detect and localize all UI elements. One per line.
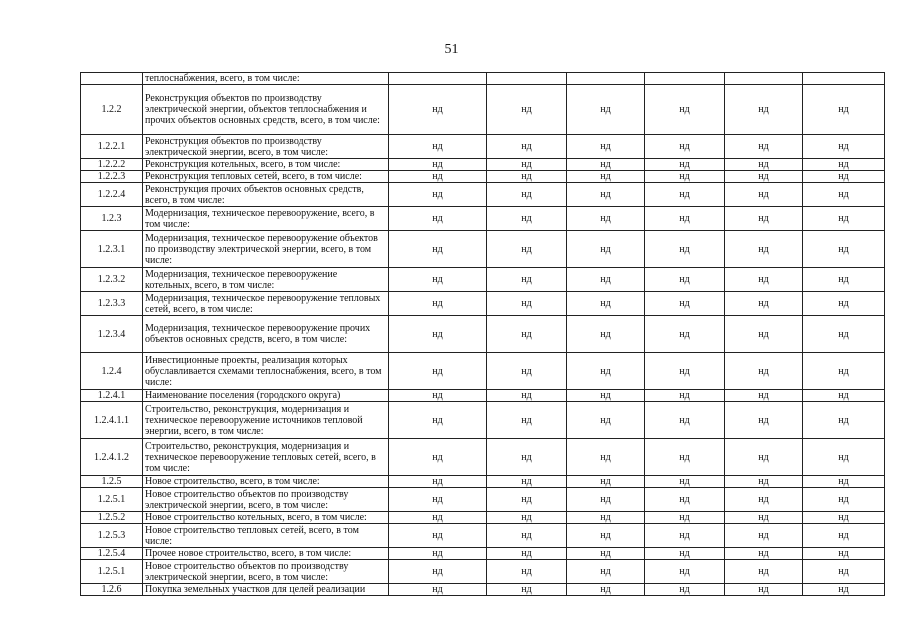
row-value: нд [725, 488, 803, 512]
row-value: нд [567, 171, 645, 183]
row-value: нд [487, 584, 567, 596]
row-description: Модернизация, техническое перевооружение прочих объектов основных средств, всего, в том числе: [143, 316, 389, 353]
row-value: нд [487, 476, 567, 488]
row-value: нд [803, 231, 885, 268]
row-value: нд [803, 207, 885, 231]
row-value: нд [389, 231, 487, 268]
table-row [81, 183, 885, 207]
row-value: нд [645, 135, 725, 159]
row-value: нд [487, 159, 567, 171]
row-value: нд [803, 584, 885, 596]
row-value: нд [567, 316, 645, 353]
row-code: 1.2.4.1.2 [81, 439, 143, 476]
row-value: нд [567, 268, 645, 292]
row-description: Модернизация, техническое перевооружение объектов по производству электрической энергии, всего, в том числе: [143, 231, 389, 268]
row-value: нд [487, 439, 567, 476]
row-value: нд [567, 207, 645, 231]
row-value: нд [567, 548, 645, 560]
row-description: Наименование поселения (городского округа) [143, 390, 389, 402]
row-code: 1.2.3.1 [81, 231, 143, 268]
row-value: нд [725, 316, 803, 353]
row-value: нд [803, 402, 885, 439]
table-row [81, 560, 885, 584]
table-row [81, 402, 885, 439]
row-value: нд [389, 488, 487, 512]
row-value: нд [725, 135, 803, 159]
row-value: нд [645, 548, 725, 560]
row-value: нд [725, 85, 803, 135]
row-value: нд [645, 268, 725, 292]
row-value: нд [645, 402, 725, 439]
row-description: Модернизация, техническое перевооружение, всего, в том числе: [143, 207, 389, 231]
row-value: нд [567, 476, 645, 488]
row-value: нд [803, 353, 885, 390]
row-value: нд [487, 207, 567, 231]
row-value: нд [487, 171, 567, 183]
row-value: нд [567, 439, 645, 476]
row-value: нд [803, 390, 885, 402]
row-description: Новое строительство объектов по производству электрической энергии, всего, в том числе: [143, 488, 389, 512]
row-value: нд [725, 159, 803, 171]
row-value: нд [487, 268, 567, 292]
row-description: Реконструкция прочих объектов основных средств, всего, в том числе: [143, 183, 389, 207]
row-description: Новое строительство котельных, всего, в том числе: [143, 512, 389, 524]
row-value: нд [725, 476, 803, 488]
row-value: нд [803, 159, 885, 171]
row-value: нд [389, 584, 487, 596]
row-value: нд [725, 548, 803, 560]
row-value: нд [725, 584, 803, 596]
row-value: нд [645, 524, 725, 548]
row-value: нд [725, 439, 803, 476]
investment-program-table [80, 72, 885, 596]
row-code: 1.2.2.3 [81, 171, 143, 183]
row-value: нд [567, 488, 645, 512]
row-value: нд [487, 183, 567, 207]
row-code: 1.2.5.2 [81, 512, 143, 524]
row-description: Строительство, реконструкция, модернизация и техническое перевооружение источников тепловой энергии, всего, в том числе: [143, 402, 389, 439]
row-value: нд [725, 560, 803, 584]
row-value: нд [645, 439, 725, 476]
row-value: нд [725, 512, 803, 524]
row-value: нд [645, 207, 725, 231]
row-value: нд [487, 488, 567, 512]
row-value: нд [803, 439, 885, 476]
row-value: нд [567, 159, 645, 171]
row-value: нд [803, 171, 885, 183]
row-description: Реконструкция тепловых сетей, всего, в том числе: [143, 171, 389, 183]
row-value: нд [567, 135, 645, 159]
row-code: 1.2.2.2 [81, 159, 143, 171]
table-row [81, 135, 885, 159]
row-value: нд [567, 524, 645, 548]
table-row [81, 390, 885, 402]
row-value: нд [803, 316, 885, 353]
row-value [567, 73, 645, 85]
row-value: нд [389, 207, 487, 231]
row-description: Строительство, реконструкция, модернизация и техническое перевооружение тепловых сетей, всего, в том числе: [143, 439, 389, 476]
row-value: нд [803, 548, 885, 560]
row-value: нд [567, 402, 645, 439]
row-value: нд [645, 292, 725, 316]
row-value: нд [803, 135, 885, 159]
row-value: нд [725, 353, 803, 390]
row-value: нд [487, 512, 567, 524]
page-number: 51 [444, 42, 459, 57]
table-row [81, 73, 885, 85]
row-value: нд [567, 183, 645, 207]
row-value: нд [725, 207, 803, 231]
row-description: Инвестиционные проекты, реализация которых обуславливается схемами теплоснабжения, всего, в том числе: [143, 353, 389, 390]
row-value: нд [725, 292, 803, 316]
row-value: нд [487, 135, 567, 159]
row-value: нд [487, 548, 567, 560]
row-value: нд [389, 268, 487, 292]
row-value: нд [389, 353, 487, 390]
row-value: нд [389, 512, 487, 524]
row-value: нд [645, 512, 725, 524]
row-value [803, 73, 885, 85]
row-value: нд [803, 524, 885, 548]
row-value: нд [487, 390, 567, 402]
row-value: нд [567, 512, 645, 524]
row-value: нд [567, 584, 645, 596]
row-code: 1.2.5.4 [81, 548, 143, 560]
row-value: нд [487, 85, 567, 135]
row-value: нд [567, 390, 645, 402]
row-description: Новое строительство, всего, в том числе: [143, 476, 389, 488]
row-value: нд [389, 171, 487, 183]
table-row [81, 292, 885, 316]
row-description: теплоснабжения, всего, в том числе: [143, 73, 389, 85]
row-value: нд [487, 353, 567, 390]
row-value: нд [487, 560, 567, 584]
row-value: нд [645, 231, 725, 268]
row-value: нд [487, 402, 567, 439]
table-row [81, 524, 885, 548]
row-value: нд [803, 488, 885, 512]
row-value: нд [725, 268, 803, 292]
row-value [645, 73, 725, 85]
row-description: Модернизация, техническое перевооружение тепловых сетей, всего, в том числе: [143, 292, 389, 316]
row-code: 1.2.5.3 [81, 524, 143, 548]
row-code: 1.2.3.3 [81, 292, 143, 316]
table-row [81, 548, 885, 560]
row-description: Покупка земельных участков для целей реализации [143, 584, 389, 596]
row-code: 1.2.4.1.1 [81, 402, 143, 439]
row-value: нд [725, 231, 803, 268]
row-value: нд [567, 353, 645, 390]
row-value: нд [645, 560, 725, 584]
table-row [81, 476, 885, 488]
table-row [81, 316, 885, 353]
row-description: Реконструкция объектов по производству электрической энергии, объектов теплоснабжения и прочих объектов основных средств, всего, в том числе: [143, 85, 389, 135]
row-value: нд [645, 584, 725, 596]
row-value: нд [645, 85, 725, 135]
row-code: 1.2.6 [81, 584, 143, 596]
row-value: нд [645, 476, 725, 488]
row-value: нд [725, 171, 803, 183]
row-value [389, 73, 487, 85]
row-code: 1.2.3.4 [81, 316, 143, 353]
row-value: нд [645, 171, 725, 183]
table-row [81, 171, 885, 183]
row-value: нд [389, 159, 487, 171]
table-row [81, 584, 885, 596]
row-value: нд [389, 135, 487, 159]
row-value: нд [389, 560, 487, 584]
row-value: нд [389, 476, 487, 488]
table-row [81, 85, 885, 135]
row-description: Реконструкция котельных, всего, в том числе: [143, 159, 389, 171]
row-code: 1.2.3 [81, 207, 143, 231]
row-value: нд [645, 316, 725, 353]
row-value: нд [645, 353, 725, 390]
row-value: нд [803, 476, 885, 488]
table-row [81, 512, 885, 524]
row-value: нд [389, 316, 487, 353]
row-value: нд [803, 268, 885, 292]
row-description: Модернизация, техническое перевооружение котельных, всего, в том числе: [143, 268, 389, 292]
table-row [81, 268, 885, 292]
table-row [81, 439, 885, 476]
table-body [81, 73, 885, 596]
row-value: нд [487, 524, 567, 548]
row-value: нд [645, 488, 725, 512]
row-value: нд [389, 524, 487, 548]
row-value: нд [725, 390, 803, 402]
row-code: 1.2.2.1 [81, 135, 143, 159]
row-code: 1.2.5.1 [81, 560, 143, 584]
row-value: нд [389, 439, 487, 476]
row-description: Прочее новое строительство, всего, в том числе: [143, 548, 389, 560]
row-code: 1.2.2 [81, 85, 143, 135]
row-value: нд [803, 85, 885, 135]
table-row [81, 159, 885, 171]
row-value: нд [567, 560, 645, 584]
row-code: 1.2.3.2 [81, 268, 143, 292]
row-value: нд [487, 316, 567, 353]
row-value: нд [803, 183, 885, 207]
row-value: нд [803, 560, 885, 584]
row-description: Реконструкция объектов по производству электрической энергии, всего, в том числе: [143, 135, 389, 159]
row-code [81, 73, 143, 85]
row-value [487, 73, 567, 85]
row-value: нд [567, 292, 645, 316]
row-code: 1.2.4.1 [81, 390, 143, 402]
row-description: Новое строительство объектов по производству электрической энергии, всего, в том числе: [143, 560, 389, 584]
row-value: нд [567, 231, 645, 268]
row-value [725, 73, 803, 85]
row-value: нд [645, 390, 725, 402]
row-value: нд [725, 183, 803, 207]
row-value: нд [803, 512, 885, 524]
row-description: Новое строительство тепловых сетей, всего, в том числе: [143, 524, 389, 548]
row-value: нд [803, 292, 885, 316]
row-value: нд [487, 292, 567, 316]
row-value: нд [725, 402, 803, 439]
row-value: нд [389, 548, 487, 560]
row-code: 1.2.5 [81, 476, 143, 488]
row-value: нд [389, 402, 487, 439]
row-value: нд [389, 390, 487, 402]
row-code: 1.2.2.4 [81, 183, 143, 207]
row-value: нд [725, 524, 803, 548]
row-value: нд [567, 85, 645, 135]
row-value: нд [645, 183, 725, 207]
row-value: нд [389, 85, 487, 135]
table-row [81, 207, 885, 231]
table-row [81, 353, 885, 390]
row-value: нд [389, 292, 487, 316]
row-value: нд [389, 183, 487, 207]
table-row [81, 231, 885, 268]
row-value: нд [487, 231, 567, 268]
row-value: нд [645, 159, 725, 171]
row-code: 1.2.5.1 [81, 488, 143, 512]
table-row [81, 488, 885, 512]
row-code: 1.2.4 [81, 353, 143, 390]
